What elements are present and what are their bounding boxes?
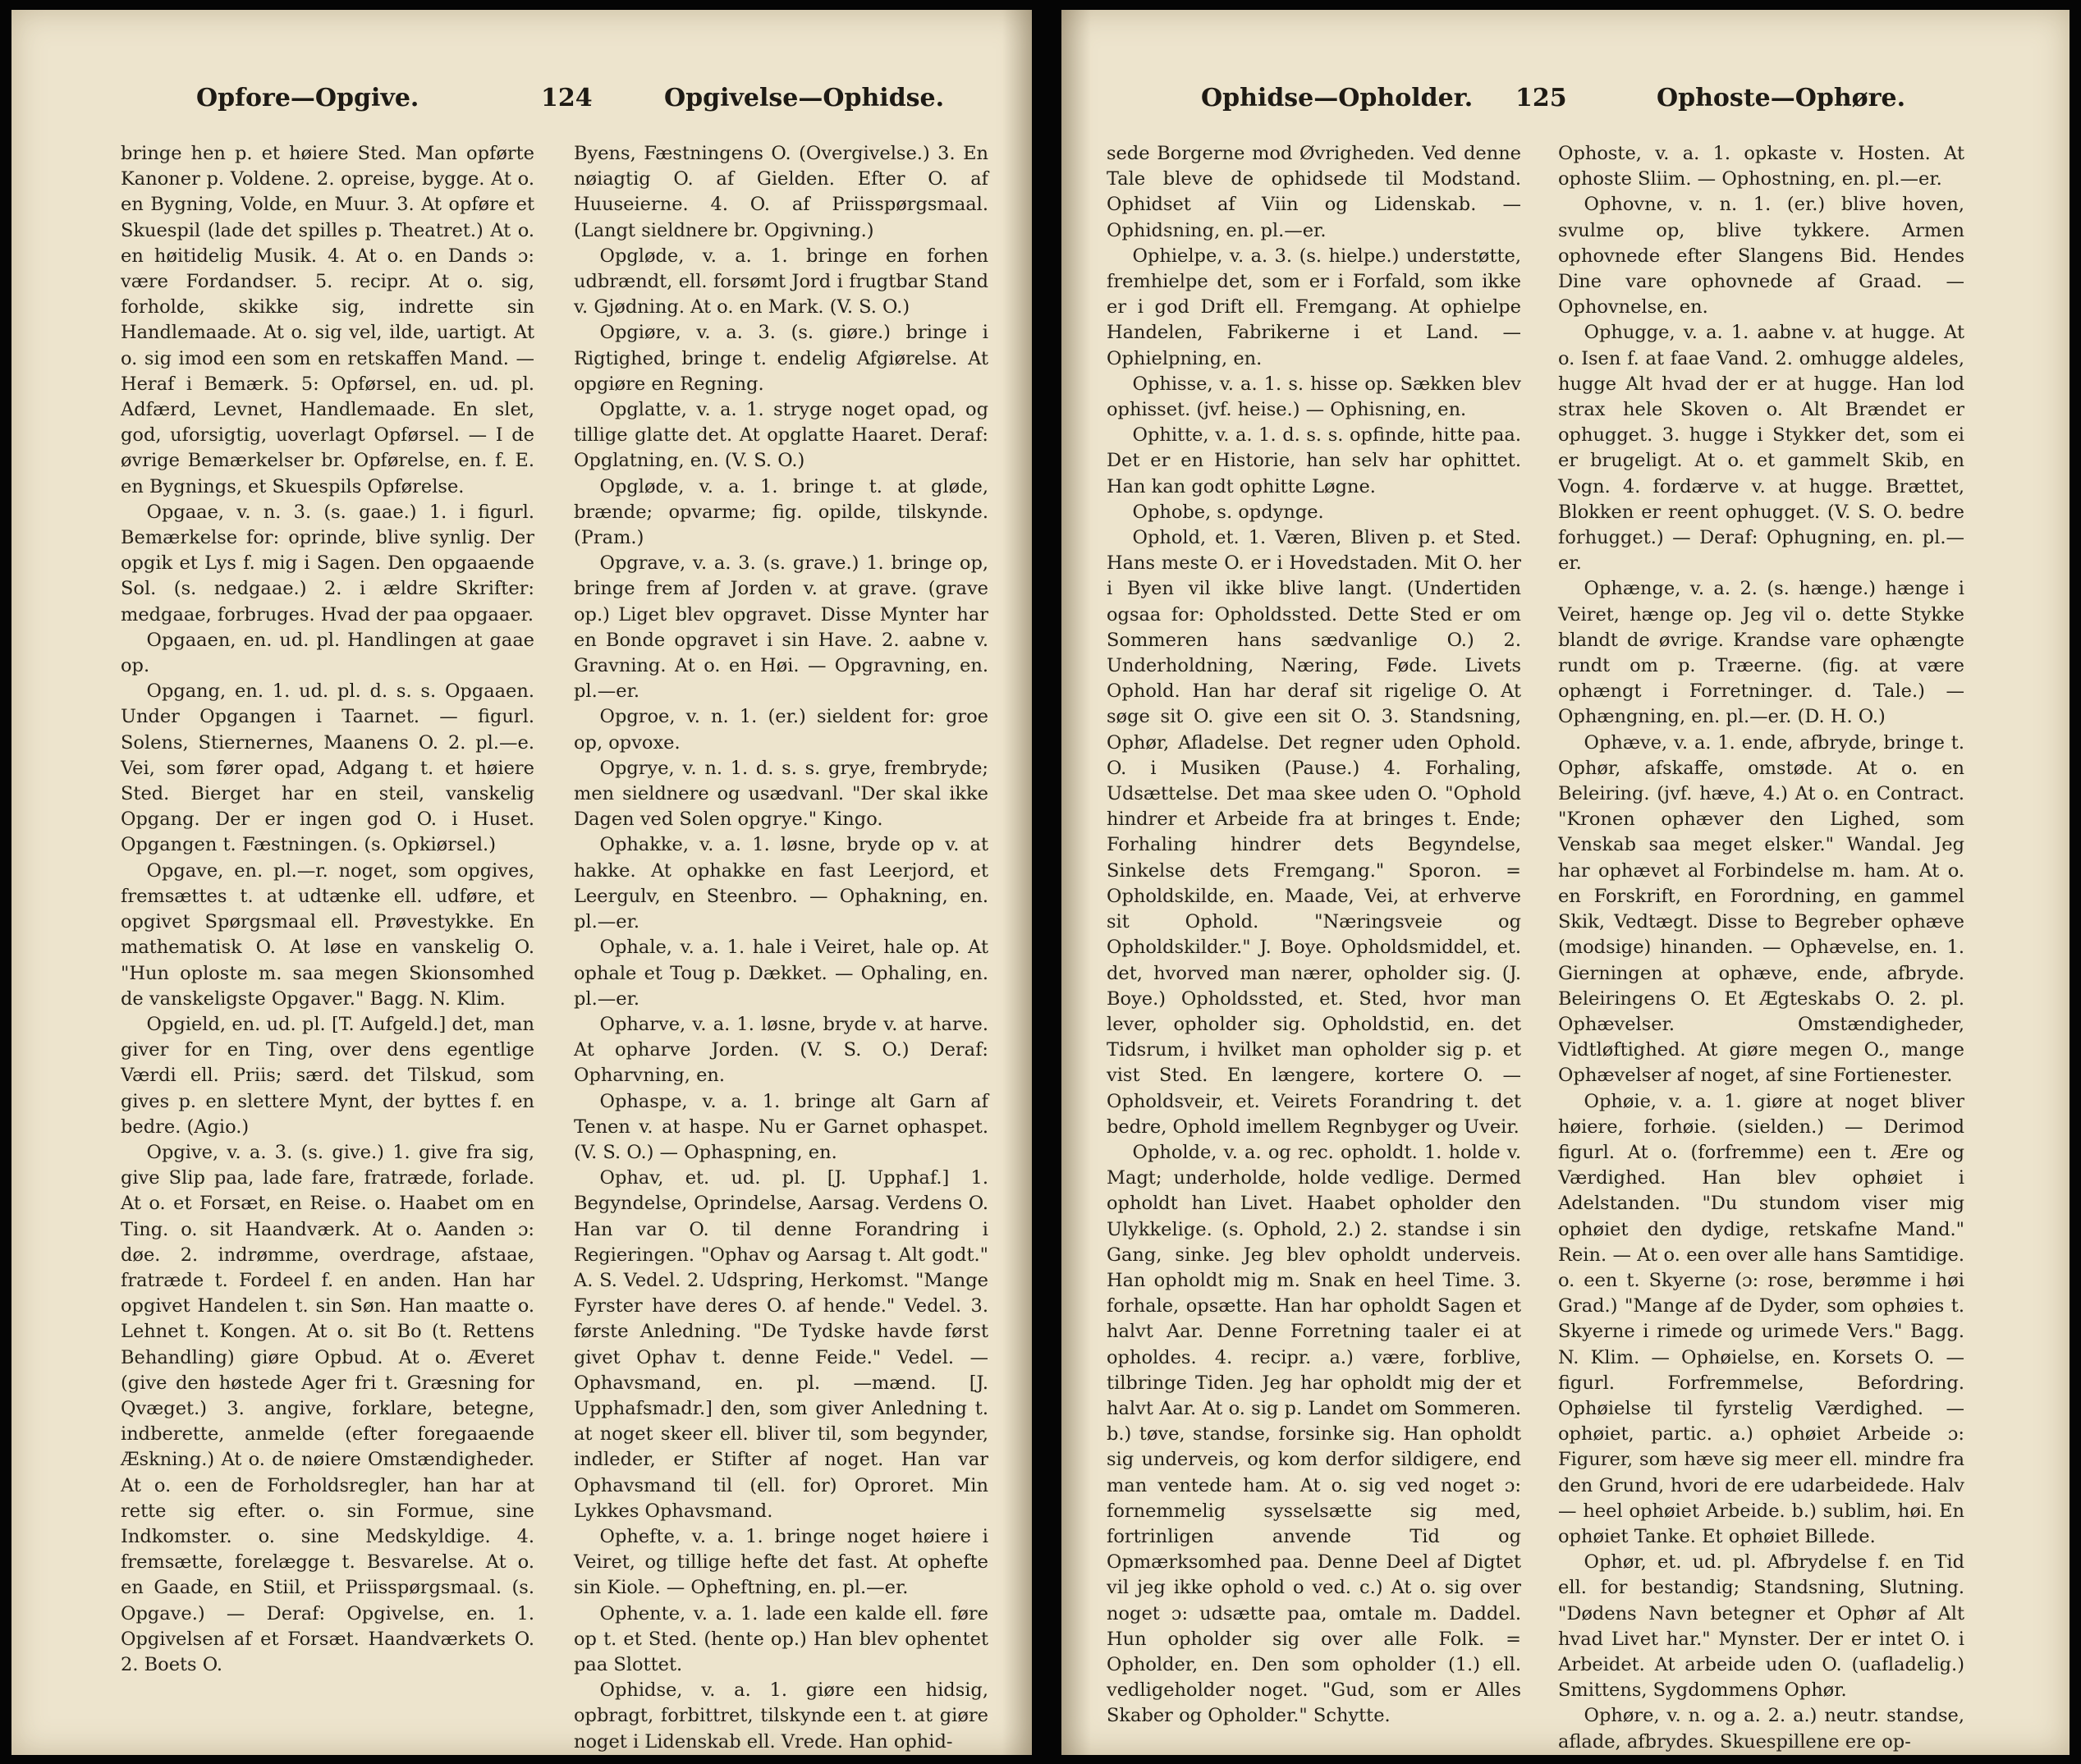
dictionary-entry: Opgive, v. a. 3. (s. give.) 1. give fra sig, give Slip paa, lade fare, fratræde, forlade. At o. et Forsæt, en Reise. o. Haabet om en Ting. o. sit Haandværk. At o. Aanden ɔ: døe. 2. indrømme, overdrage, afstaae, fratræde t. Fordeel f. en anden. Han har opgivet Handelen t. sin Søn. Han maatte o. Lehnet t. Kongen. At o. sit Bo (t. Rettens Behandling) giøre Opbud. At o. Æveret (give den høstede Ager fri t. Græsning for Qvæget.) 3. angive, forklare, betegne, indberette, anmelde (efter foregaaende Æskning.) At o. de nøiere Omstændigheder. At o. een de Forholdsregler, han har at rette sig efter. o. sin Formue, sine Indkomster. o. sine Medskyldige. 4. fremsætte, forelægge t. Besvarelse. At o. en Gaade, en Stiil, et Priisspørgsmaal. (s. Opgave.) — Deraf: Opgivelse, en. 1. Opgivelsen af et Forsæt. Haandværkets O. 2. Boets O. bbox=[121, 1141, 534, 1675]
left-page-number: 124 bbox=[541, 84, 593, 112]
dictionary-entry: Ophænge, v. a. 2. (s. hænge.) hænge i Veiret, hænge op. Jeg vil o. dette Stykke blandt de øvrige. Krandse vare ophængte rundt om p. Træerne. (fig. at være ophængt i Forretninger. d. Tale.) — Ophængning, en. pl.—er. (D. H. O.) bbox=[1558, 578, 1964, 728]
dictionary-entry: Ophør, et. ud. pl. Afbrydelse f. en Tid ell. for bestandig; Standsning, Slutning. "Dødens Navn betegner et Ophør af Alt hvad Livet har." Mynster. Der er intet O. i Arbeidet. At arbeide uden O. (uafladelig.) Smittens, Sygdommens Ophør. bbox=[1558, 1551, 1964, 1702]
dictionary-entry: Ophovne, v. n. 1. (er.) blive hoven, svulme op, blive tykkere. Armen ophovnede efter Slangens Bid. Hendes Dine vare ophovnede af Graad. — Ophovnelse, en. bbox=[1558, 194, 1964, 318]
dictionary-entry: Ophale, v. a. 1. hale i Veiret, hale op. At ophale et Toug p. Dækket. — Ophaling, en. pl.—er. bbox=[574, 937, 988, 1010]
left-page-headword-left: Opfore—Opgive. bbox=[196, 84, 419, 112]
dictionary-entry: Opholde, v. a. og rec. opholdt. 1. holde v. Magt; underholde, holde vedlige. Dermed opholdt han Livet. Haabet opholder den Ulykkelige. (s. Ophold, 2.) 2. standse i sin Gang, sinke. Jeg blev opholdt underveis. Han opholdt mig m. Snak en heel Time. 3. forhale, opsætte. Han har opholdt Sagen et halvt Aar. Denne Forretning taaler ei at opholdes. 4. recipr. a.) være, forblive, tilbringe Tiden. Jeg har opholdt mig der et halvt Aar. At o. sig p. Landet om Sommeren. b.) tøve, standse, forsinke sig. Han opholdt sig underveis, og kom derfor sildigere, end man ventede ham. At o. sig ved noget ɔ: fornemmelig sysselsætte sig med, fortrinligen anvende Tid og Opmærksomhed paa. Denne Deel af Digtet vil jeg ikke ophold o ved. c.) At o. sig over noget ɔ: udsætte paa, omtale m. Daddel. Hun opholder sig over alle Folk. = Opholder, en. Den som opholder (1.) ell. vedligeholder noget. "Gud, som er Alles Skaber og Opholder." Schytte. bbox=[1107, 1141, 1521, 1727]
right-page-column-1 bbox=[1107, 141, 1521, 1730]
dictionary-entry: Opharve, v. a. 1. løsne, bryde v. at harve. At opharve Jorden. (V. S. O.) Deraf: Opharvning, en. bbox=[574, 1013, 988, 1087]
dictionary-entry: Ophitte, v. a. 1. d. s. s. opfinde, hitte paa. Det er en Historie, han selv har ophittet. Han kan godt ophitte Løgne. bbox=[1107, 424, 1521, 497]
dictionary-entry: Ophøre, v. n. og a. 2. a.) neutr. standse, aflade, afbrydes. Skuespillene ere op- bbox=[1558, 1705, 1964, 1753]
dictionary-entry: Ophente, v. a. 1. lade een kalde ell. føre op t. et Sted. (hente op.) Han blev ophentet paa Slottet. bbox=[574, 1602, 988, 1675]
page-spine-shadow bbox=[1002, 10, 1032, 1755]
dictionary-entry: Opgang, en. 1. ud. pl. d. s. s. Opgaaen. Under Opgangen i Taarnet. — figurl. Solens, Stiernernes, Maanens O. 2. pl.—e. Vei, som fører opad, Adgang t. et høiere Sted. Bierget har en steil, vanskelig Opgang. Der er ingen god O. i Huset. Opgangen t. Fæstningen. (s. Opkiørsel.) bbox=[121, 680, 534, 856]
dictionary-entry: Opgrye, v. n. 1. d. s. s. grye, frembryde; men sieldnere og usædvanl. "Der skal ikke Dagen ved Solen opgrye." Kingo. bbox=[574, 757, 988, 831]
dictionary-entry: Ophold, et. 1. Væren, Bliven p. et Sted. Hans meste O. er i Hovedstaden. Mit O. her i Byen vil ikke blive langt. (Undertiden ogsaa for: Opholdssted. Dette Sted er om Sommeren hans sædvanlige O.) 2. Underholdning, Næring, Føde. Livets Ophold. Han har deraf sit rigelige O. At søge sit O. give een sit O. 3. Standsning, Ophør, Afladelse. Det regner uden Ophold. O. i Musiken (Pause.) 4. Forhaling, Udsættelse. Det maa skee uden O. "Ophold hindrer et Arbeide fra at bringes t. Ende; Forhaling hindrer dets Begyndelse, Sinkelse dets Fremgang." Sporon. = Opholdskilde, en. Maade, Vei, at erhverve sit Ophold. "Næringsveie og Opholdskilder." J. Boye. Opholdsmiddel, et. det, hvorved man nærer, opholder sig. (J. Boye.) Opholdssted, et. Sted, hvor man lever, opholder sig. Opholdstid, en. det Tidsrum, i hvilket man opholder sig p. et vist Sted. En længere, kortere O. — Opholdsveir, et. Veirets Forandring t. det bedre, Ophold imellem Regnbyger og Uveir. bbox=[1107, 527, 1521, 1138]
left-page bbox=[11, 10, 1032, 1755]
dictionary-entry: Opgiøre, v. a. 3. (s. giøre.) bringe i Rigtighed, bringe t. endelig Afgiørelse. At opgiøre en Regning. bbox=[574, 322, 988, 395]
dictionary-entry: Opgroe, v. n. 1. (er.) sieldent for: groe op, opvoxe. bbox=[574, 706, 988, 754]
right-page-headword-left: Ophidse—Opholder. bbox=[1201, 84, 1474, 112]
right-page-headword-right: Ophoste—Ophøre. bbox=[1657, 84, 1906, 112]
dictionary-entry: Opgløde, v. a. 1. bringe t. at gløde, brænde; opvarme; fig. opilde, tilskynde. (Pram.) bbox=[574, 475, 988, 549]
dictionary-entry: Ophaspe, v. a. 1. bringe alt Garn af Tenen v. at haspe. Nu er Garnet ophaspet. (V. S. O.) — Ophaspning, en. bbox=[574, 1090, 988, 1163]
left-page-column-2 bbox=[574, 141, 988, 1755]
left-page-column-1 bbox=[121, 141, 534, 1678]
dictionary-entry: sede Borgerne mod Øvrigheden. Ved denne Tale bleve de ophidsede til Modstand. Ophidset af Viin og Lidenskab. — Ophidsning, en. pl.—er. bbox=[1107, 143, 1521, 241]
dictionary-entry: Ophidse, v. a. 1. giøre een hidsig, opbragt, forbittret, tilskynde een t. at giøre noget i Lidenskab ell. Vrede. Han ophid- bbox=[574, 1679, 988, 1753]
dictionary-entry: bringe hen p. et høiere Sted. Man opførte Kanoner p. Voldene. 2. opreise, bygge. At o. en Bygning, Volde, en Muur. 3. At opføre et Skuespil (lade det spilles p. Theatret.) At o. en høitidelig Musik. 4. At o. en Dands ɔ: være Fordandser. 5. recipr. At o. sig, forholde, skikke sig, indrette sin Handlemaade. At o. sig vel, ilde, uartigt. At o. sig imod een som en retskaffen Mand. — Heraf i Bemærk. 5: Opførsel, en. ud. pl. Adfærd, Levnet, Handlemaade. En slet, god, uforsigtig, uoverlagt Opførsel. — I de øvrige Bemærkelser br. Opførelse, en. f. E. en Bygnings, et Skuespils Opførelse. bbox=[121, 143, 534, 497]
dictionary-entry: Ophøie, v. a. 1. giøre at noget bliver høiere, forhøie. (sielden.) — Derimod figurl. At o. (forfremme) een t. Ære og Værdighed. Han blev ophøiet i Adelstanden. "Du stundom viser mig ophøiet den dydige, retskafne Mand." Rein. — At o. een over alle hans Samtidige. o. een t. Skyerne (ɔ: rose, berømme i høi Grad.) "Mange af de Dyder, som ophøies t. Skyerne i rimede og urimede Vers." Bagg. N. Klim. — Ophøielse, en. Korsets O. — figurl. Forfremmelse, Befordring. Ophøielse til fyrstelig Værdighed. — ophøiet, partic. a.) ophøiet Arbeide ɔ: Figurer, som hæve sig meer ell. mindre fra den Grund, hvori de ere udarbeidede. Halv — heel ophøiet Arbeide. b.) sublim, høi. En ophøiet Tanke. Et ophøiet Billede. bbox=[1558, 1090, 1964, 1547]
dictionary-entry: Opgaaen, en. ud. pl. Handlingen at gaae op. bbox=[121, 629, 534, 677]
right-page-number: 125 bbox=[1515, 84, 1567, 112]
dictionary-entry: Opgrave, v. a. 3. (s. grave.) 1. bringe op, bringe frem af Jorden v. at grave. (grave op.) Liget blev opgravet. Disse Mynter har en Bonde opgravet i sin Have. 2. aabne v. Gravning. At o. en Høi. — Opgravning, en. pl.—er. bbox=[574, 552, 988, 703]
left-page-headword-right: Opgivelse—Ophidse. bbox=[664, 84, 945, 112]
dictionary-entry: Ophobe, s. opdynge. bbox=[1132, 501, 1324, 523]
dictionary-entry: Ophefte, v. a. 1. bringe noget høiere i Veiret, og tillige hefte det fast. At ophefte sin Kiole. — Opheftning, en. pl.—er. bbox=[574, 1525, 988, 1599]
right-page-header bbox=[1061, 84, 2070, 133]
page-spine-shadow bbox=[1061, 10, 1091, 1755]
dictionary-entry: Ophielpe, v. a. 3. (s. hielpe.) understøtte, fremhielpe det, som er i Forfald, som ikke er i god Drift ell. Fremgang. At ophielpe Handelen, Fabrikerne i et Land. — Ophielpning, en. bbox=[1107, 245, 1521, 369]
dictionary-entry: Opgaae, v. n. 3. (s. gaae.) 1. i figurl. Bemærkelse for: oprinde, blive synlig. Der opgik et Lys f. mig i Sagen. Den opgaaende Sol. (s. nedgaae.) 2. i ældre Skrifter: medgaae, forbruges. Hvad der paa opgaaer. bbox=[121, 501, 534, 625]
dictionary-entry: Ophoste, v. a. 1. opkaste v. Hosten. At ophoste Sliim. — Ophostning, en. pl.—er. bbox=[1558, 143, 1964, 190]
dictionary-entry: Ophugge, v. a. 1. aabne v. at hugge. At o. Isen f. at faae Vand. 2. omhugge aldeles, hugge Alt hvad der er at hugge. Han lod strax hele Skoven o. Alt Brændet er ophugget. 3. hugge i Stykker det, som ei er brugeligt. At o. et gammelt Skib, en Vogn. 4. fordærve v. at hugge. Brættet, Blokken er reent ophugget. (V. S. O. bedre forhugget.) — Deraf: Ophugning, en. pl.—er. bbox=[1558, 322, 1964, 575]
dictionary-entry: Ophisse, v. a. 1. s. hisse op. Sækken blev ophisset. (jvf. heise.) — Ophisning, en. bbox=[1107, 373, 1521, 421]
dictionary-entry: Opgield, en. ud. pl. [T. Aufgeld.] det, man giver for en Ting, over dens egentlige Værdi ell. Priis; særd. det Tilskud, som gives p. en slettere Mynt, der byttes f. en bedre. (Agio.) bbox=[121, 1013, 534, 1138]
left-page-header bbox=[11, 84, 1032, 133]
dictionary-entry: Ophæve, v. a. 1. ende, afbryde, bringe t. Ophør, afskaffe, omstøde. At o. en Beleiring. (jvf. hæve, 4.) At o. en Contract. "Kronen ophæver den Lighed, som Venskab saa meget elsker." Wandal. Jeg har ophævet al Forbindelse m. ham. At o. en Forskrift, en Forordning, en gammel Skik, Vedtægt. Disse to Begreber ophæve (modsige) hinanden. — Ophævelse, en. 1. Gierningen at ophæve, ende, afbryde. Beleiringens O. Et Ægteskabs O. 2. pl. Ophævelser. Omstændigheder, Vidtløftighed. At giøre megen O., mange Ophævelser af noget, af sine Fortienester. bbox=[1558, 731, 1964, 1087]
right-page-column-2 bbox=[1558, 141, 1964, 1755]
dictionary-entry: Opgløde, v. a. 1. bringe en forhen udbrændt, ell. forsømt Jord i frugtbar Stand v. Gjødning. At o. en Mark. (V. S. O.) bbox=[574, 245, 988, 318]
dictionary-entry: Byens, Fæstningens O. (Overgivelse.) 3. En nøiagtig O. af Gielden. Efter O. af Huuseierne. 4. O. af Priisspørgsmaal. (Langt sieldnere br. Opgivning.) bbox=[574, 143, 988, 241]
dictionary-entry: Ophav, et. ud. pl. [J. Upphaf.] 1. Begyndelse, Oprindelse, Aarsag. Verdens O. Han var O. til denne Forandring i Regieringen. "Ophav og Aarsag t. Alt godt." A. S. Vedel. 2. Udspring, Herkomst. "Mange Fyrster have deres O. af hende." Vedel. 3. første Anledning. "De Tydske havde først givet Ophav t. denne Feide." Vedel. — Ophavsmand, en. pl. —mænd. [J. Upphafsmadr.] den, som giver Anledning t. at noget skeer ell. bliver til, som begynder, indleder, er Stifter af noget. Han var Ophavsmand til (ell. for) Oproret. Min Lykkes Ophavsmand. bbox=[574, 1167, 988, 1522]
dictionary-entry: Opglatte, v. a. 1. stryge noget opad, og tillige glatte det. At opglatte Haaret. Deraf: Opglatning, en. (V. S. O.) bbox=[574, 399, 988, 472]
dictionary-entry: Opgave, en. pl.—r. noget, som opgives, fremsættes t. at udtænke ell. udføre, et opgivet Spørgsmaal ell. Prøvestykke. En mathematisk O. At løse en vanskelig O. "Hun oploste m. saa megen Skionsomhed de vanskeligste Opgaver." Bagg. N. Klim. bbox=[121, 859, 534, 1010]
dictionary-entry: Ophakke, v. a. 1. løsne, bryde op v. at hakke. At ophakke en fast Leerjord, et Leergulv, en Steenbro. — Ophakning, en. pl.—er. bbox=[574, 834, 988, 933]
right-page bbox=[1061, 10, 2070, 1755]
